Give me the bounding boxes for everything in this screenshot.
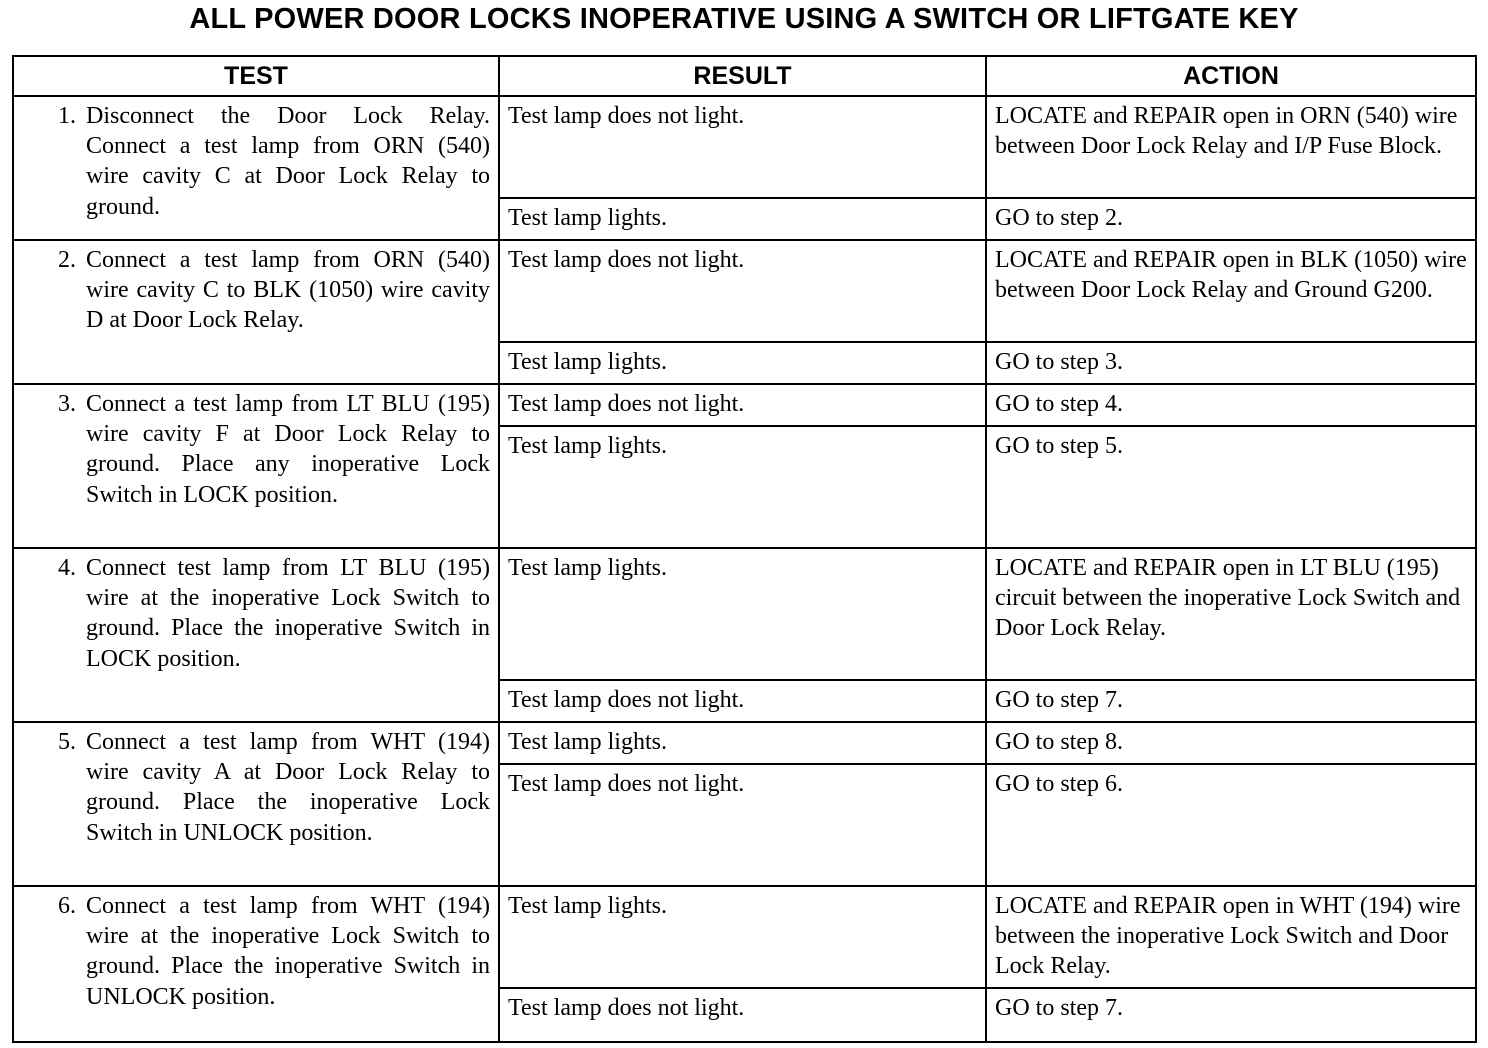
step-test-text: Connect test lamp from LT BLU (195) wire at the inoperative Lock Switch to ground. Place the inoperative Switch in LOCK position.: [86, 555, 490, 672]
step-4-result-a: Test lamp lights.: [499, 548, 986, 680]
step-test-text: Connect a test lamp from WHT (194) wire cavity A at Door Lock Relay to ground. Place the inoperative Lock Switch in UNLOCK position.: [86, 729, 490, 846]
step-test-text: Connect a test lamp from WHT (194) wire at the inoperative Lock Switch to ground. Place the inoperative Switch in UNLOCK position.: [86, 893, 490, 1010]
step-4-action-b: GO to step 7.: [986, 680, 1476, 722]
step-6-result-a: Test lamp lights.: [499, 886, 986, 988]
step-1-test: [13, 96, 499, 240]
step-6-result-b: Test lamp does not light.: [499, 988, 986, 1042]
step-2-action-a: LOCATE and REPAIR open in BLK (1050) wire between Door Lock Relay and Ground G200.: [986, 240, 1476, 342]
step-4-action-a: LOCATE and REPAIR open in LT BLU (195) circuit between the inoperative Lock Switch and Door Lock Relay.: [986, 548, 1476, 680]
step-2-test: [13, 240, 499, 384]
step-3-action-a: GO to step 4.: [986, 384, 1476, 426]
step-5-test: [13, 722, 499, 886]
step-number: 5.: [58, 729, 76, 755]
step-3-result-a: Test lamp does not light.: [499, 384, 986, 426]
step-6-action-a: LOCATE and REPAIR open in WHT (194) wire between the inoperative Lock Switch and Door Lock Relay.: [986, 886, 1476, 988]
step-5-row-a: [13, 722, 1476, 764]
diagnostic-table: [12, 55, 1477, 1043]
header-action: ACTION: [986, 56, 1476, 96]
step-3-result-b: Test lamp lights.: [499, 426, 986, 548]
step-6-test: [13, 886, 499, 1042]
step-number: 1.: [58, 103, 76, 129]
step-test-text: Connect a test lamp from ORN (540) wire cavity C to BLK (1050) wire cavity D at Door Lock Relay.: [86, 247, 490, 334]
header-row: [13, 56, 1476, 96]
step-2-row-a: [13, 240, 1476, 342]
step-5-action-a: GO to step 8.: [986, 722, 1476, 764]
step-4-result-b: Test lamp does not light.: [499, 680, 986, 722]
step-1-result-b: Test lamp lights.: [499, 198, 986, 240]
header-result: RESULT: [499, 56, 986, 96]
header-test: TEST: [13, 56, 499, 96]
step-5-result-b: Test lamp does not light.: [499, 764, 986, 886]
step-test-text: Disconnect the Door Lock Relay. Connect a test lamp from ORN (540) wire cavity C at Door Lock Relay to ground.: [86, 103, 490, 220]
step-1-row-a: [13, 96, 1476, 198]
step-5-result-a: Test lamp lights.: [499, 722, 986, 764]
step-3-row-a: [13, 384, 1476, 426]
step-3-action-b: GO to step 5.: [986, 426, 1476, 548]
step-number: 3.: [58, 391, 76, 417]
step-number: 2.: [58, 247, 76, 273]
step-1-action-b: GO to step 2.: [986, 198, 1476, 240]
step-number: 6.: [58, 893, 76, 919]
step-number: 4.: [58, 555, 76, 581]
step-1-result-a: Test lamp does not light.: [499, 96, 986, 198]
step-3-test: [13, 384, 499, 548]
step-1-action-a: LOCATE and REPAIR open in ORN (540) wire between Door Lock Relay and I/P Fuse Block.: [986, 96, 1476, 198]
step-4-row-a: [13, 548, 1476, 680]
page-title: ALL POWER DOOR LOCKS INOPERATIVE USING A SWITCH OR LIFTGATE KEY: [189, 3, 1299, 35]
step-test-text: Connect a test lamp from LT BLU (195) wire cavity F at Door Lock Relay to ground. Place any inoperative Lock Switch in LOCK position.: [86, 391, 490, 508]
step-2-result-b: Test lamp lights.: [499, 342, 986, 384]
step-5-action-b: GO to step 6.: [986, 764, 1476, 886]
step-6-action-b: GO to step 7.: [986, 988, 1476, 1042]
step-2-action-b: GO to step 3.: [986, 342, 1476, 384]
step-4-test: [13, 548, 499, 722]
step-6-row-a: [13, 886, 1476, 988]
step-2-result-a: Test lamp does not light.: [499, 240, 986, 342]
